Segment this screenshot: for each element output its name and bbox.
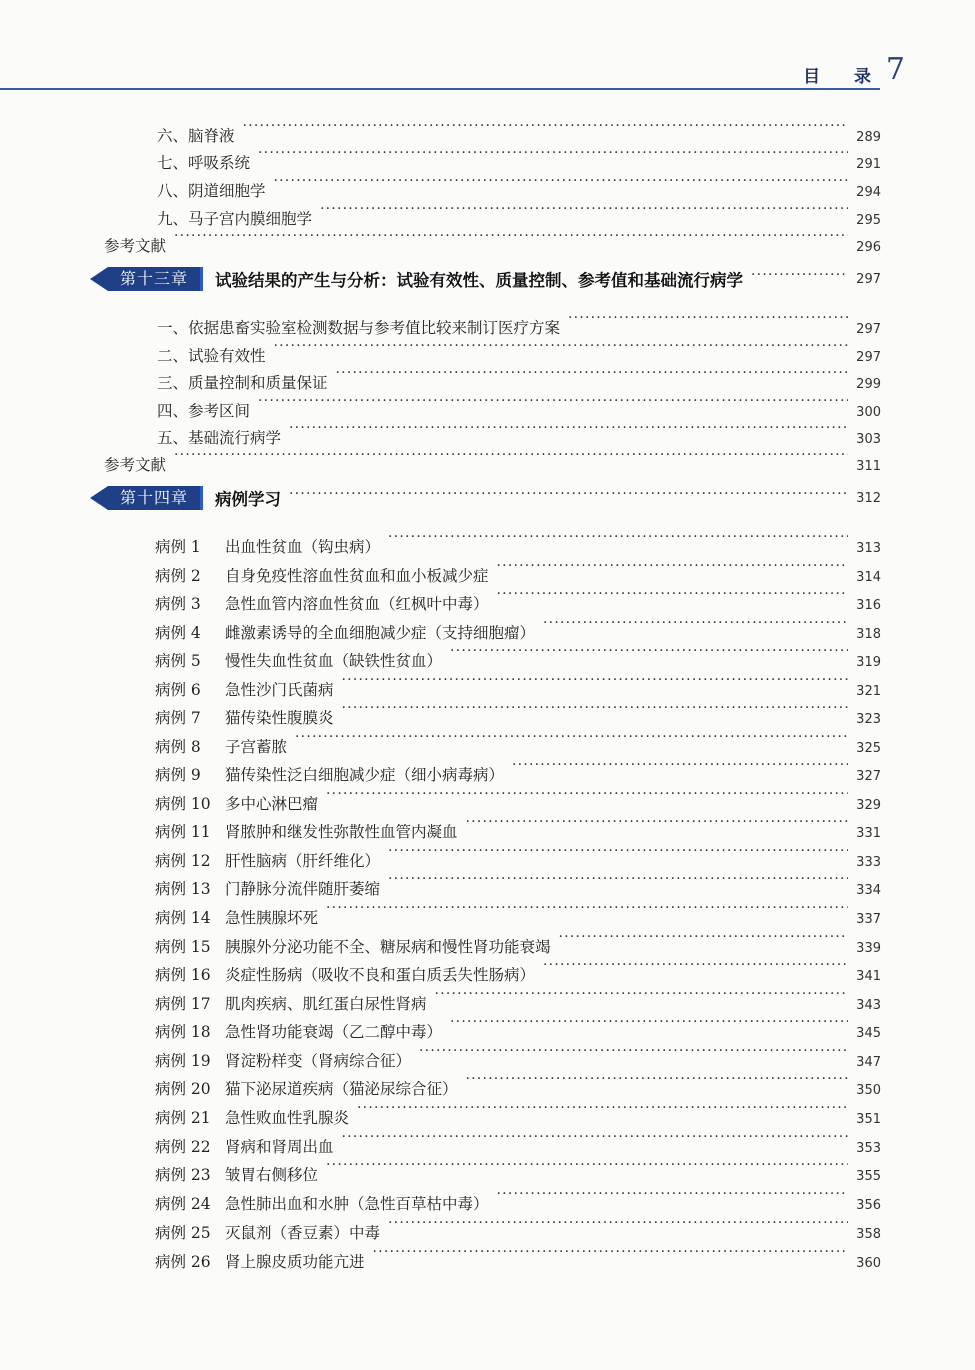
case-entry[interactable]: [155, 756, 881, 784]
case-page: 341: [856, 969, 881, 984]
chapter-arrow-icon: [90, 486, 108, 510]
case-page: 360: [856, 1256, 881, 1271]
case-entry[interactable]: [155, 1214, 881, 1242]
case-page: 345: [856, 1026, 881, 1041]
toc-entry-page: 294: [856, 185, 881, 200]
toc-entry-page: 295: [856, 213, 881, 228]
case-entry[interactable]: [155, 956, 881, 984]
case-number: 病例 24: [155, 1195, 211, 1213]
dot-leader: [258, 392, 848, 416]
case-number: 病例 26: [155, 1253, 211, 1271]
case-number: 病例 3: [155, 595, 201, 613]
toc-entry-page: 303: [856, 432, 881, 447]
case-entry[interactable]: [155, 842, 881, 870]
case-page: 316: [856, 598, 881, 613]
case-entry[interactable]: [155, 785, 881, 813]
case-entry[interactable]: [155, 728, 881, 756]
case-entry[interactable]: [155, 985, 881, 1013]
case-number: 病例 23: [155, 1166, 211, 1184]
case-title: 灭鼠剂（香豆素）中毒: [225, 1224, 381, 1242]
case-title: 急性败血性乳腺炎: [225, 1109, 350, 1127]
case-page: 350: [856, 1083, 881, 1098]
dot-leader: [274, 337, 849, 361]
case-entry[interactable]: [155, 699, 881, 727]
case-title: 肌肉疾病、肌红蛋白尿性肾病: [225, 995, 427, 1013]
case-entry[interactable]: [155, 1042, 881, 1070]
dot-leader: [388, 870, 848, 894]
case-number: 病例 16: [155, 966, 211, 984]
chapter-title: 试验结果的产生与分析：试验有效性、质量控制、参考值和基础流行病学: [215, 271, 744, 290]
toc-entry[interactable]: [157, 172, 881, 200]
case-page: 327: [856, 769, 881, 784]
case-number: 病例 6: [155, 681, 201, 699]
dot-leader: [357, 1099, 848, 1123]
toc-entry-title: 六、脑脊液: [157, 127, 235, 145]
toc-entry[interactable]: [157, 144, 881, 172]
chapter-tab: 第十三章: [108, 267, 203, 291]
running-header-page-number: 7: [885, 52, 905, 87]
case-entry[interactable]: [155, 671, 881, 699]
toc-entry-page: 297: [856, 322, 881, 337]
toc-references[interactable]: [104, 227, 881, 255]
toc-references[interactable]: [104, 446, 881, 474]
toc-entry-title: 四、参考区间: [157, 402, 251, 420]
case-number: 病例 10: [155, 795, 211, 813]
case-number: 病例 4: [155, 624, 201, 642]
case-page: 313: [856, 541, 881, 556]
toc-entry[interactable]: [157, 392, 881, 420]
toc-entry-title: 八、阴道细胞学: [157, 182, 266, 200]
case-number: 病例 1: [155, 538, 201, 556]
toc-entry-page: 311: [856, 459, 881, 474]
dot-leader: [388, 1214, 848, 1238]
toc-entry[interactable]: [157, 337, 881, 365]
dot-leader: [466, 813, 849, 837]
case-page: 343: [856, 998, 881, 1013]
dot-leader: [274, 172, 849, 196]
dot-leader: [289, 419, 848, 443]
case-title: 子宫蓄脓: [225, 738, 288, 756]
dot-leader: [543, 956, 848, 980]
chapter-title: 病例学习: [215, 490, 282, 509]
dot-leader: [559, 928, 849, 952]
case-title: 急性胰腺坏死: [225, 909, 319, 927]
toc-entry-page: 289: [856, 130, 881, 145]
running-header-label: 目 录: [803, 67, 885, 87]
case-number: 病例 15: [155, 938, 211, 956]
case-number: 病例 11: [155, 823, 211, 841]
case-number: 病例 22: [155, 1138, 211, 1156]
dot-leader: [419, 1042, 848, 1066]
case-entry[interactable]: [155, 928, 881, 956]
dot-leader: [568, 309, 848, 333]
case-title: 慢性失血性贫血（缺铁性贫血）: [225, 652, 443, 670]
dot-leader: [497, 585, 849, 609]
case-entry[interactable]: [155, 1128, 881, 1156]
case-title: 猫传染性腹膜炎: [225, 709, 334, 727]
case-entry[interactable]: [155, 1243, 881, 1271]
case-number: 病例 12: [155, 852, 211, 870]
toc-entry-title: 九、马子宫内膜细胞学: [157, 210, 313, 228]
toc-entry-title: 三、质量控制和质量保证: [157, 374, 328, 392]
dot-leader: [336, 364, 849, 388]
dot-leader: [543, 614, 848, 638]
dot-leader: [342, 699, 849, 723]
chapter-arrow-icon: [90, 267, 108, 291]
dot-leader: [450, 642, 848, 666]
case-entry[interactable]: [155, 528, 881, 556]
case-entry[interactable]: [155, 870, 881, 898]
toc-entry-title: 二、试验有效性: [157, 347, 266, 365]
case-title: 急性血管内溶血性贫血（红枫叶中毒）: [225, 595, 489, 613]
dot-leader: [497, 557, 849, 581]
case-title: 猫传染性泛白细胞减少症（细小病毒病）: [225, 766, 505, 784]
case-number: 病例 2: [155, 567, 201, 585]
toc-entry-title: 一、依据患畜实验室检测数据与参考值比较来制订医疗方案: [157, 319, 561, 337]
case-title: 胰腺外分泌功能不全、糖尿病和慢性肾功能衰竭: [225, 938, 551, 956]
case-page: 353: [856, 1141, 881, 1156]
dot-leader: [342, 671, 849, 695]
case-page: 329: [856, 798, 881, 813]
toc-entry-page: 297: [856, 350, 881, 365]
case-title: 急性沙门氏菌病: [225, 681, 334, 699]
toc-entry-title: 七、呼吸系统: [157, 154, 251, 172]
case-page: 347: [856, 1055, 881, 1070]
case-page: 321: [856, 684, 881, 699]
dot-leader: [174, 446, 848, 470]
case-number: 病例 7: [155, 709, 201, 727]
case-number: 病例 13: [155, 880, 211, 898]
case-page: 355: [856, 1169, 881, 1184]
case-number: 病例 14: [155, 909, 211, 927]
chapter-page: 312: [856, 490, 881, 506]
toc-entry[interactable]: [157, 419, 881, 447]
case-number: 病例 9: [155, 766, 201, 784]
dot-leader: [466, 1070, 849, 1094]
case-entry[interactable]: [155, 1185, 881, 1213]
case-title: 皱胃右侧移位: [225, 1166, 319, 1184]
case-title: 肾上腺皮质功能亢进: [225, 1253, 365, 1271]
case-title: 肾病和肾周出血: [225, 1138, 334, 1156]
case-entry[interactable]: [155, 614, 881, 642]
case-title: 出血性贫血（钩虫病）: [225, 538, 381, 556]
dot-leader: [435, 985, 849, 1009]
case-page: 333: [856, 855, 881, 870]
case-number: 病例 25: [155, 1224, 211, 1242]
dot-leader: [388, 842, 848, 866]
case-title: 急性肺出血和水肿（急性百草枯中毒）: [225, 1195, 489, 1213]
case-entry[interactable]: [155, 1013, 881, 1041]
case-entry[interactable]: [155, 585, 881, 613]
case-title: 门静脉分流伴随肝萎缩: [225, 880, 381, 898]
chapter-tab: 第十四章: [108, 486, 203, 510]
dot-leader: [388, 528, 848, 552]
toc-entry[interactable]: [157, 309, 881, 337]
toc-entry-page: 300: [856, 405, 881, 420]
dot-leader: [320, 200, 848, 224]
dot-leader: [342, 1128, 849, 1152]
case-page: 318: [856, 627, 881, 642]
dot-leader: [326, 1156, 848, 1180]
chapter-heading-13[interactable]: [90, 266, 881, 292]
case-number: 病例 17: [155, 995, 211, 1013]
toc-entry-title: 参考文献: [104, 237, 167, 255]
dot-leader: [751, 267, 848, 291]
case-number: 病例 5: [155, 652, 201, 670]
dot-leader: [258, 144, 848, 168]
case-title: 急性肾功能衰竭（乙二醇中毒）: [225, 1023, 443, 1041]
dot-leader: [450, 1013, 848, 1037]
case-title: 雌激素诱导的全血细胞减少症（支持细胞瘤）: [225, 624, 536, 642]
dot-leader: [174, 227, 848, 251]
case-page: 325: [856, 741, 881, 756]
case-title: 自身免疫性溶血性贫血和血小板减少症: [225, 567, 489, 585]
case-number: 病例 18: [155, 1023, 211, 1041]
header-rule: [0, 88, 880, 90]
case-entry[interactable]: [155, 1099, 881, 1127]
toc-entry[interactable]: [157, 364, 881, 392]
case-title: 肝性脑病（肝纤维化）: [225, 852, 381, 870]
dot-leader: [326, 785, 848, 809]
case-page: 314: [856, 570, 881, 585]
case-title: 猫下泌尿道疾病（猫泌尿综合征）: [225, 1080, 458, 1098]
dot-leader: [497, 1185, 849, 1209]
toc-entry-page: 291: [856, 157, 881, 172]
case-page: 331: [856, 826, 881, 841]
case-title: 炎症性肠病（吸收不良和蛋白质丢失性肠病）: [225, 966, 536, 984]
toc-entry-title: 参考文献: [104, 456, 167, 474]
dot-leader: [373, 1243, 849, 1267]
case-entry[interactable]: [155, 1156, 881, 1184]
dot-leader: [295, 728, 848, 752]
toc-entry[interactable]: [157, 117, 881, 145]
chapter-heading-14[interactable]: [90, 485, 881, 511]
case-entry[interactable]: [155, 557, 881, 585]
toc-entry[interactable]: [157, 200, 881, 228]
case-page: 337: [856, 912, 881, 927]
dot-leader: [326, 899, 848, 923]
case-page: 319: [856, 655, 881, 670]
case-number: 病例 21: [155, 1109, 211, 1127]
toc-entry-page: 296: [856, 240, 881, 255]
case-entry[interactable]: [155, 642, 881, 670]
case-title: 肾脓肿和继发性弥散性血管内凝血: [225, 823, 458, 841]
dot-leader: [289, 486, 848, 510]
case-number: 病例 20: [155, 1080, 211, 1098]
case-page: 334: [856, 883, 881, 898]
case-page: 356: [856, 1198, 881, 1213]
dot-leader: [512, 756, 848, 780]
case-title: 肾淀粉样变（肾病综合征）: [225, 1052, 412, 1070]
toc-entry-title: 五、基础流行病学: [157, 429, 282, 447]
case-page: 351: [856, 1112, 881, 1127]
case-entry[interactable]: [155, 813, 881, 841]
case-number: 病例 19: [155, 1052, 211, 1070]
toc-entry-page: 299: [856, 377, 881, 392]
case-page: 323: [856, 712, 881, 727]
case-title: 多中心淋巴瘤: [225, 795, 319, 813]
case-page: 339: [856, 941, 881, 956]
case-entry[interactable]: [155, 1070, 881, 1098]
case-page: 358: [856, 1227, 881, 1242]
case-number: 病例 8: [155, 738, 201, 756]
dot-leader: [243, 117, 849, 141]
chapter-page: 297: [856, 271, 881, 287]
case-entry[interactable]: [155, 899, 881, 927]
